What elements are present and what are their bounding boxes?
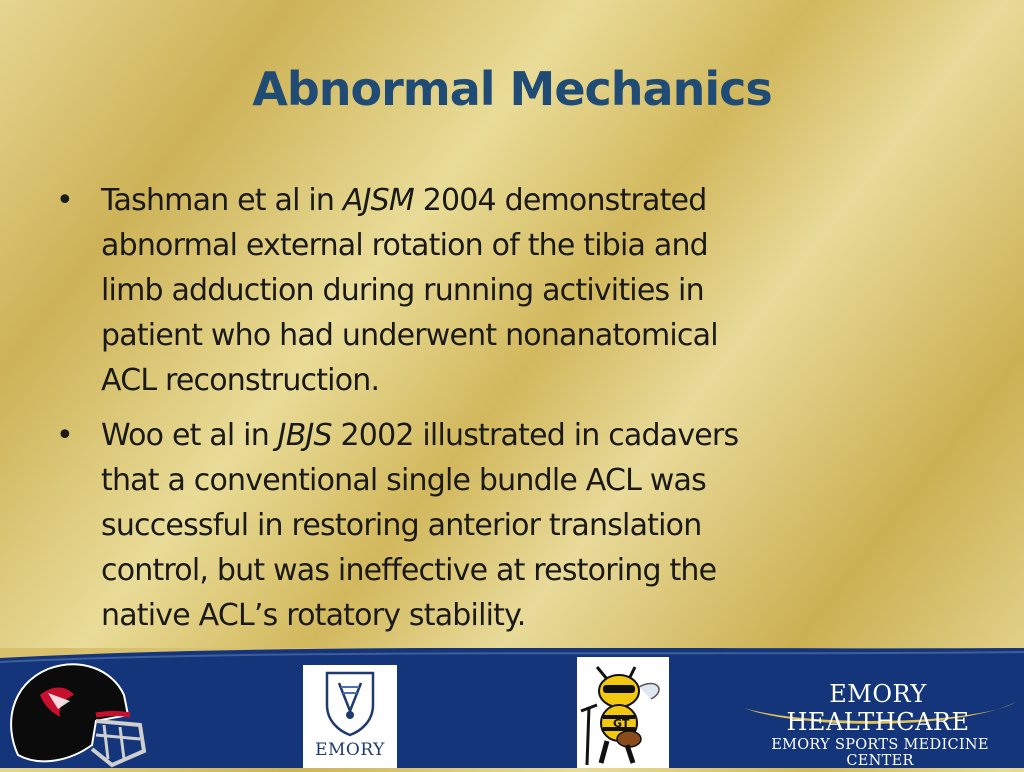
bullet-line: native ACL’s rotatory stability. [101,598,526,633]
bullet-line: limb adduction during running activities in [101,273,704,308]
emory-sports-medicine-caption: EMORY SPORTS MEDICINE CENTER [771,737,989,769]
bullet-line: abnormal external rotation of the tibia and [101,228,708,263]
bullet-line: patient who had underwent nonanatomical [101,318,718,353]
bullet-item [56,178,956,403]
bullet-list [56,178,956,648]
slide-title: Abnormal Mechanics [252,62,772,116]
bullet-line: ACL reconstruction. [101,363,380,398]
emory-shield-icon [303,665,397,740]
bullet-dot: • [56,418,73,453]
emory-wordmark: EMORY [315,740,385,760]
journal-name: JBJS [277,418,332,453]
falcons-helmet-logo [0,655,150,768]
journal-name: AJSM [342,183,414,218]
bullet-item [56,413,956,638]
buzz-mascot-icon [577,657,669,768]
emory-healthcare-wordmark: EMORY HEALTHCARE [786,680,970,736]
bullet-line: that a conventional single bundle ACL was [101,463,706,498]
emory-university-logo [303,665,397,768]
bullet-line: control, but was ineffective at restoring the [101,553,717,588]
yellow-jacket-mascot-logo [577,657,669,768]
svg-text:GT: GT [613,717,630,730]
bullet-dot: • [56,183,73,218]
bullet-line: Woo et al in JBJS 2002 illustrated in cadavers [101,418,739,453]
bullet-line: successful in restoring anterior translation [101,508,702,543]
bullet-line: Tashman et al in AJSM 2004 demonstrated [101,183,707,218]
